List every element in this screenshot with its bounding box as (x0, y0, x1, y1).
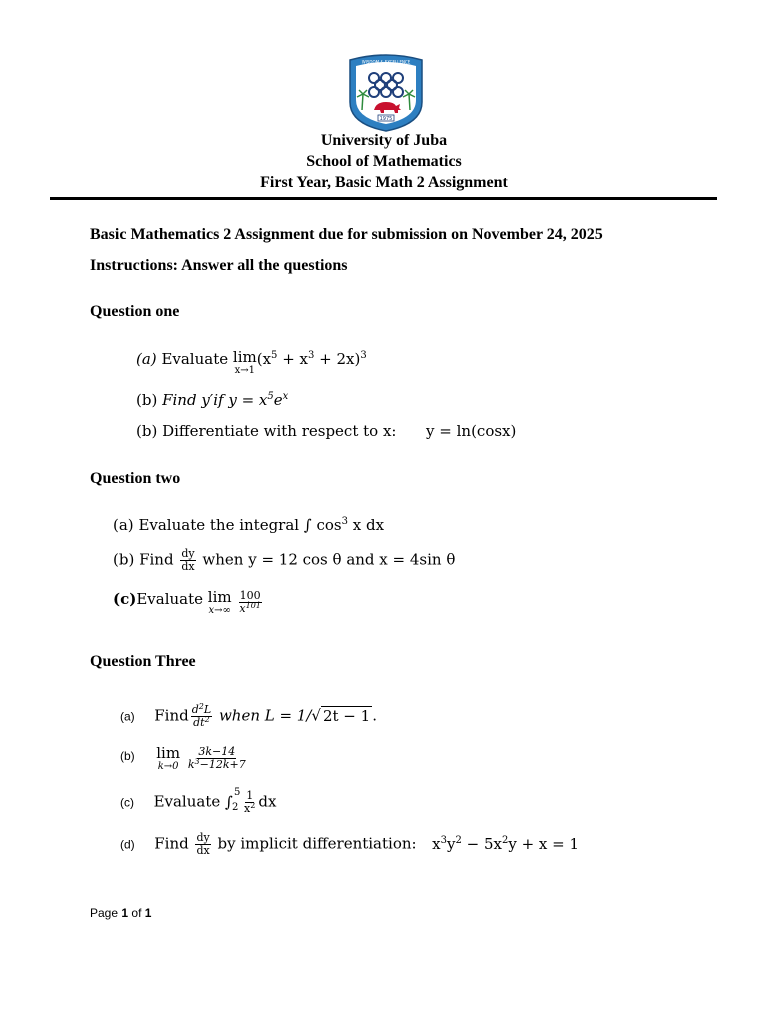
q3-c-lower-limit: 2 (232, 801, 239, 813)
header-divider (50, 197, 717, 200)
q3-c-den-base: x (244, 802, 251, 815)
q1-part-b (136, 391, 288, 409)
q1-part-a (136, 350, 367, 376)
q3-a-end: . (372, 706, 377, 725)
q3-b-fraction (187, 746, 247, 771)
q2-c-label: (c) (113, 590, 137, 608)
due-date-line: Basic Mathematics 2 Assignment due for submission on November 24, 2025 (90, 226, 603, 243)
q3-d-e3: − 5x (461, 834, 502, 853)
q2-c-den-exp: 101 (245, 601, 261, 610)
q3-b-lim-word: lim (156, 744, 181, 762)
q1-b-text (162, 391, 288, 409)
question-three-title: Question Three (90, 653, 196, 670)
q2-b-when: when y = 12 cos θ and x = 4sin θ (202, 550, 456, 569)
q2-b-num: dy (181, 547, 195, 560)
q2-c-lim-sub: x→∞ (208, 605, 231, 616)
q2-c-num: 100 (239, 589, 261, 602)
q3-a-num-2: L (203, 703, 212, 716)
q1-a-lim-word: lim (232, 348, 257, 366)
q2-c-lim-word: lim (207, 588, 232, 606)
q3-c-den-exp: 2 (250, 801, 256, 810)
q3-d-derivative (195, 832, 210, 857)
q2-b-label: (b) (113, 550, 135, 569)
q3-c-upper-limit: 5 (234, 786, 241, 798)
logo-year: 1975 (379, 116, 393, 122)
q3-b-den (187, 759, 247, 771)
q2-a-text: Evaluate the integral (138, 516, 300, 534)
q2-a-expr-2: x dx (347, 516, 385, 534)
q3-d-e1: x (432, 834, 441, 853)
q3-a-den-1: dt (193, 716, 205, 729)
q1-part-c (136, 422, 516, 440)
q3-a-label: (a) (120, 709, 135, 724)
course-title: First Year, Basic Math 2 Assignment (260, 174, 508, 191)
q1-a-lim-sub: x→1 (234, 365, 256, 376)
page-number (90, 906, 151, 920)
q3-d-label: (d) (120, 837, 135, 852)
q3-c-dx: dx (258, 792, 277, 811)
q2-b-den: dx (181, 560, 195, 573)
q1-c-text: Differentiate with respect to x: (162, 422, 397, 440)
q3-c-fraction (243, 790, 256, 815)
university-logo (342, 52, 430, 132)
q1-a-exp-outer: 3 (360, 350, 367, 361)
q2-c-den (238, 603, 262, 615)
q3-d-e4: y + x = 1 (508, 834, 580, 853)
q3-part-b (120, 746, 249, 772)
q3-c-label: (c) (120, 795, 134, 810)
q2-b-text: Find (139, 550, 174, 569)
q2-a-exp: 3 (341, 516, 348, 527)
logo-motto: WISDOM & EXCELLENCE (361, 59, 411, 65)
q1-b-exp-5: 5 (267, 391, 274, 402)
q3-b-limit (156, 746, 180, 772)
q1-a-limit (233, 350, 257, 376)
q2-c-limit (208, 590, 232, 616)
q1-a-label: (a) (136, 350, 157, 368)
q1-b-text-1: Find y′if y = x (162, 391, 268, 409)
q3-c-den (243, 803, 256, 815)
q3-d-e1x: 3 (440, 834, 447, 846)
university-name: University of Juba (320, 132, 448, 149)
q3-a-num-1: d (191, 703, 199, 716)
q2-a-expr-1: cos (311, 516, 342, 534)
q3-d-mid: by implicit differentiation: (217, 834, 417, 853)
q2-c-den-base: x (239, 602, 246, 615)
q1-a-exp-3: 3 (308, 350, 315, 361)
q1-a-exp-5: 5 (271, 350, 278, 361)
q1-a-text: Evaluate (161, 350, 229, 368)
q2-c-text: Evaluate (136, 590, 204, 608)
q3-a-den-exp: 2 (204, 715, 210, 724)
q1-c-expr: y = ln(cosx) (426, 422, 517, 440)
q1-b-exp-x: x (282, 391, 289, 402)
page-word: Page (90, 906, 119, 920)
q3-b-den-exp: 3 (194, 757, 200, 766)
q3-c-definite-integral (225, 786, 241, 813)
q1-c-label: (b) (136, 422, 158, 440)
school-name: School of Mathematics (306, 153, 462, 170)
q3-d-e3x: 2 (501, 834, 509, 846)
q3-a-sqrt: 2t − 1 (322, 706, 371, 725)
q2-c-fraction (238, 590, 262, 615)
q3-c-text: Evaluate (153, 792, 221, 811)
q3-b-num: 3k−14 (198, 745, 236, 758)
q3-part-c (120, 786, 277, 815)
q3-part-a: (a) Find $\frac{d^2L}{dt^2}$ when L = 1/√ 2t − 1 . (120, 702, 377, 729)
page-total: 1 (144, 906, 152, 920)
q3-a-when: when L = 1/ (218, 706, 312, 725)
q1-a-expr-3: + 2x) (314, 350, 361, 368)
q2-part-b (113, 548, 455, 573)
q2-part-a (113, 516, 384, 534)
q3-a-num-exp: 2 (198, 702, 204, 711)
page-of: of (131, 906, 142, 920)
q3-d-equation (432, 835, 579, 853)
q1-a-expr (257, 350, 367, 368)
q3-c-integral-sign: ∫ (225, 792, 233, 811)
q3-d-e2: y (446, 834, 456, 853)
q3-part-d (120, 832, 579, 857)
q1-a-expr-2: + x (277, 350, 308, 368)
q3-b-lim-sub: k→0 (157, 761, 179, 772)
question-two-title: Question two (90, 470, 181, 487)
q3-d-den: dx (196, 844, 210, 857)
q3-a-den (192, 717, 211, 729)
q3-c-num: 1 (246, 789, 254, 802)
question-one-title: Question one (90, 303, 180, 320)
q3-d-num: dy (196, 831, 210, 844)
q3-b-den-2: −12k+7 (199, 758, 246, 771)
q2-part-c (113, 590, 264, 616)
q3-b-den-1: k (187, 758, 195, 771)
q2-a-integral-sign: ∫ (303, 516, 312, 534)
q3-b-label: (b) (120, 749, 135, 763)
q1-b-text-2: e (273, 391, 283, 409)
q2-a-label: (a) (113, 516, 134, 534)
q3-a-second-derivative (191, 704, 212, 729)
q3-d-text: Find (154, 834, 189, 853)
q1-b-label: (b) (136, 391, 158, 409)
q2-b-derivative (180, 548, 195, 573)
q3-a-text: Find (154, 706, 189, 725)
q1-a-expr-1: (x (256, 350, 272, 368)
page-current: 1 (121, 906, 129, 920)
q3-d-e2x: 2 (455, 834, 462, 846)
instructions-line: Instructions: Answer all the questions (90, 257, 348, 274)
